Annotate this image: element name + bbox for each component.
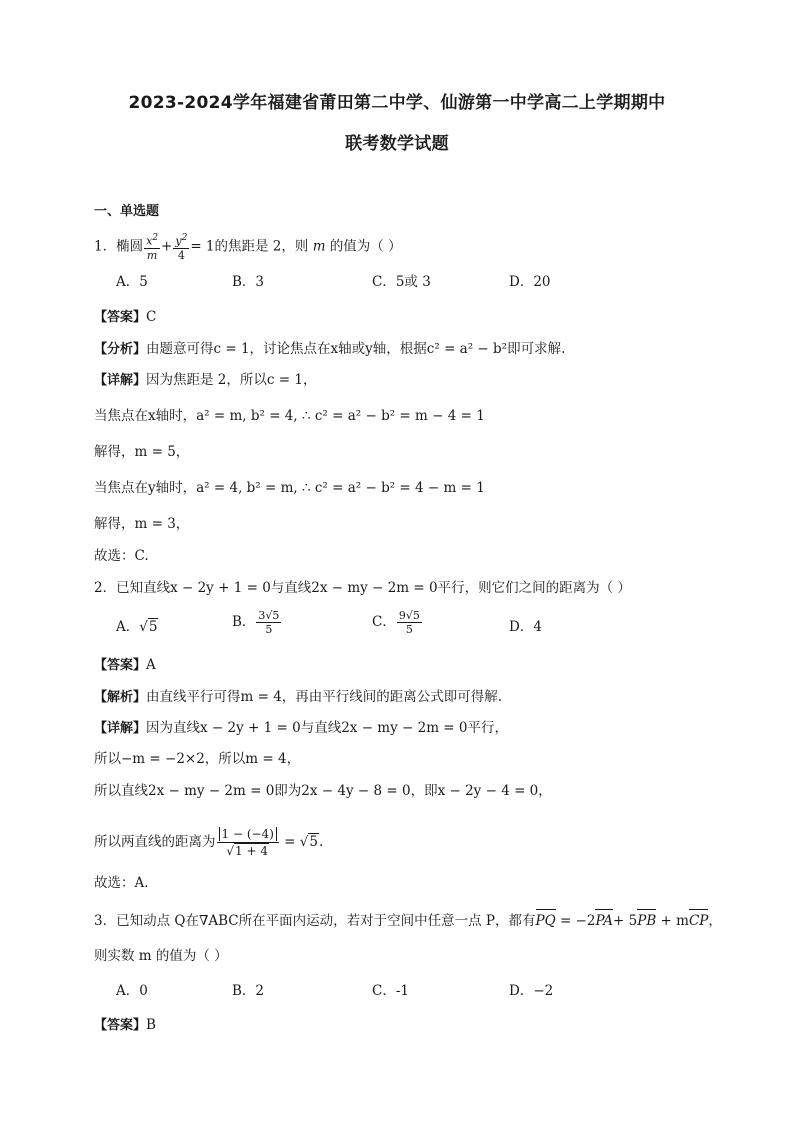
q1-analysis: 【分析】由题意可得c = 1，讨论焦点在x轴或y轴，根据c² = a² − b²即可求解. bbox=[94, 341, 566, 357]
q3-answer: 【答案】B bbox=[94, 1017, 156, 1033]
q2-step3: 所以两直线的距离为 $\frac{1 - (-4)}{√1 + 4}$ = √5. bbox=[94, 827, 324, 858]
q1-option-a: A．5 bbox=[116, 274, 148, 290]
vector-pq: PQ bbox=[535, 913, 556, 929]
q3-stem: 3．已知动点 Q在∇ABC所在平面内运动，若对于空间中任意一点 P，都有PQ = −2PA+ 5PB + mCP， bbox=[94, 913, 722, 929]
section-heading: 一、单选题 bbox=[94, 204, 160, 219]
q1-tail: 的值为（ ） bbox=[329, 238, 402, 255]
q1-step4: 解得，m = 3， bbox=[94, 516, 190, 532]
q1-prefix: 1．椭圆 bbox=[94, 238, 144, 255]
q1-answer: 【答案】C bbox=[94, 309, 157, 325]
q2-detail: 【详解】因为直线x − 2y + 1 = 0与直线2x − my − 2m = 0平行， bbox=[94, 720, 508, 736]
q1-option-c: C．5或 3 bbox=[372, 274, 431, 290]
q3-stem-line2: 则实数 m 的值为（ ） bbox=[94, 948, 228, 964]
q1-step1: 当焦点在x轴时，a² = m, b² = 4, ∴ c² = a² − b² = m − 4 = 1 bbox=[94, 408, 485, 424]
doc-title-line1: 2023-2024学年福建省莆田第二中学、仙游第一中学高二上学期期中 bbox=[128, 93, 666, 113]
q3-option-a: A．0 bbox=[116, 983, 148, 999]
vector-cp: CP bbox=[688, 913, 709, 929]
doc-title-line2: 联考数学试题 bbox=[345, 134, 449, 154]
q1-detail: 【详解】因为焦距是 2，所以c = 1， bbox=[94, 372, 317, 388]
q1-step2: 解得，m = 5， bbox=[94, 444, 190, 460]
q1-stem: 1．椭圆 $\frac{x^2}{m}$ + $\frac{y^2}{4}$ = 1的焦距是 2，则 m 的值为（ ） bbox=[94, 233, 402, 262]
q2-analysis: 【解析】由直线平行可得m = 4，再由平行线间的距离公式即可得解. bbox=[94, 689, 503, 705]
q2-option-b: B． $\frac{3√5}{5}$ bbox=[232, 609, 280, 636]
q3-option-b: B．2 bbox=[232, 983, 265, 999]
q1-frac-y: $\frac{y^2}{4}$ bbox=[175, 233, 188, 262]
q1-frac-x: $\frac{x^2}{m}$ bbox=[146, 233, 159, 262]
q2-option-c: C． $\frac{9√5}{5}$ bbox=[372, 609, 420, 636]
q1-suffix: 的焦距是 2，则 bbox=[214, 238, 309, 255]
q3-option-c: C．-1 bbox=[372, 983, 409, 999]
q2-option-a: A．√5 bbox=[116, 619, 158, 635]
q2-answer: 【答案】A bbox=[94, 657, 156, 673]
q2-option-d: D．4 bbox=[509, 619, 542, 635]
vector-pb: PB bbox=[637, 913, 657, 929]
q1-step3: 当焦点在y轴时，a² = 4, b² = m, ∴ c² = a² − b² = 4 − m = 1 bbox=[94, 480, 485, 496]
q1-option-b: B．3 bbox=[232, 274, 265, 290]
q2-step4: 故选：A. bbox=[94, 875, 149, 891]
vector-pa: PA bbox=[595, 913, 614, 929]
q2-step2: 所以直线2x − my − 2m = 0即为2x − 4y − 8 = 0，即x − 2y − 4 = 0， bbox=[94, 783, 552, 799]
q2-step1: 所以−m = −2×2，所以m = 4， bbox=[94, 751, 301, 767]
q2-stem: 2．已知直线x − 2y + 1 = 0与直线2x − my − 2m = 0平行，则它们之间的距离为（ ） bbox=[94, 580, 631, 596]
q1-step5: 故选：C. bbox=[94, 548, 149, 564]
q3-option-d: D．−2 bbox=[509, 983, 554, 999]
q1-option-d: D．20 bbox=[509, 274, 551, 290]
